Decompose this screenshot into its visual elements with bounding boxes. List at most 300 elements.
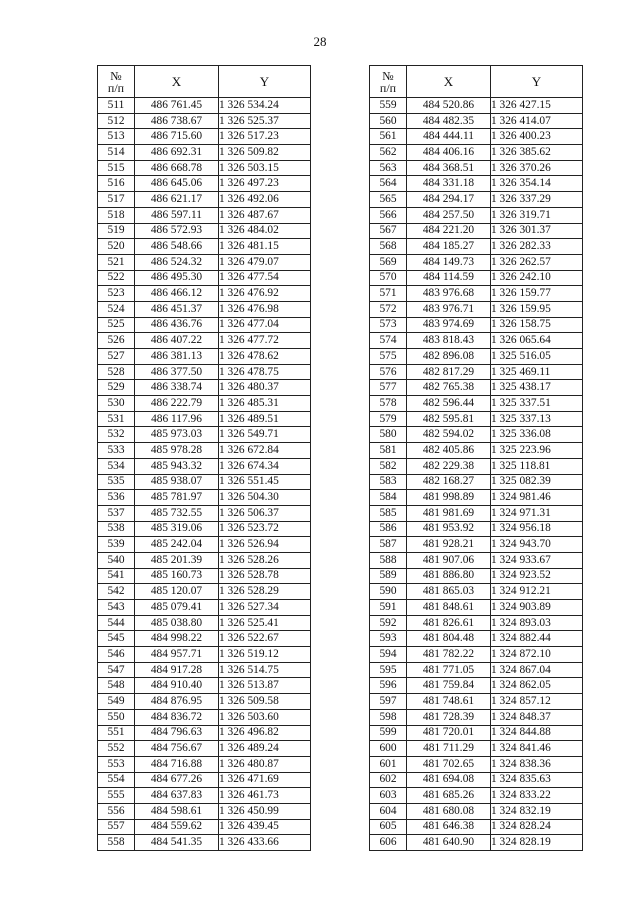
x-coordinate: 486 451.37 bbox=[135, 301, 219, 317]
y-coordinate: 1 324 835.63 bbox=[491, 772, 583, 788]
table-row bbox=[370, 113, 583, 129]
y-coordinate: 1 324 893.03 bbox=[491, 615, 583, 631]
point-number: 586 bbox=[370, 521, 407, 537]
point-number: 533 bbox=[98, 443, 135, 459]
point-number: 566 bbox=[370, 207, 407, 223]
y-coordinate: 1 326 481.15 bbox=[219, 239, 311, 255]
y-coordinate: 1 326 354.14 bbox=[491, 176, 583, 192]
point-number: 560 bbox=[370, 113, 407, 129]
x-coordinate: 482 168.27 bbox=[407, 474, 491, 490]
table-row bbox=[370, 98, 583, 114]
table-row bbox=[370, 286, 583, 302]
point-number: 602 bbox=[370, 772, 407, 788]
x-coordinate: 481 680.08 bbox=[407, 803, 491, 819]
table-row bbox=[370, 709, 583, 725]
x-coordinate: 485 038.80 bbox=[135, 615, 219, 631]
x-coordinate: 484 677.26 bbox=[135, 772, 219, 788]
table-row bbox=[370, 239, 583, 255]
point-number: 594 bbox=[370, 647, 407, 663]
y-coordinate: 1 326 476.98 bbox=[219, 301, 311, 317]
table-row bbox=[98, 584, 311, 600]
point-number: 515 bbox=[98, 160, 135, 176]
header-number-sub: п/п bbox=[379, 80, 397, 95]
table-row bbox=[370, 160, 583, 176]
table-body-left bbox=[98, 98, 311, 851]
x-coordinate: 484 917.28 bbox=[135, 662, 219, 678]
point-number: 572 bbox=[370, 301, 407, 317]
y-coordinate: 1 326 476.92 bbox=[219, 286, 311, 302]
y-coordinate: 1 326 414.07 bbox=[491, 113, 583, 129]
table-row bbox=[370, 505, 583, 521]
table-row bbox=[98, 600, 311, 616]
x-coordinate: 483 818.43 bbox=[407, 333, 491, 349]
table-row bbox=[370, 443, 583, 459]
x-coordinate: 481 998.89 bbox=[407, 490, 491, 506]
point-number: 578 bbox=[370, 396, 407, 412]
table-row bbox=[370, 427, 583, 443]
x-coordinate: 486 668.78 bbox=[135, 160, 219, 176]
x-coordinate: 485 781.97 bbox=[135, 490, 219, 506]
y-coordinate: 1 324 923.52 bbox=[491, 568, 583, 584]
point-number: 600 bbox=[370, 741, 407, 757]
point-number: 580 bbox=[370, 427, 407, 443]
point-number: 583 bbox=[370, 474, 407, 490]
table-header-row bbox=[370, 66, 583, 98]
table-body-right bbox=[370, 98, 583, 851]
point-number: 570 bbox=[370, 270, 407, 286]
y-coordinate: 1 326 672.84 bbox=[219, 443, 311, 459]
x-coordinate: 482 595.81 bbox=[407, 411, 491, 427]
table-row bbox=[98, 521, 311, 537]
header-number-sign: № bbox=[110, 68, 122, 83]
header-number bbox=[98, 66, 135, 98]
y-coordinate: 1 324 971.31 bbox=[491, 505, 583, 521]
table-row bbox=[98, 474, 311, 490]
table-row bbox=[98, 207, 311, 223]
y-coordinate: 1 326 489.51 bbox=[219, 411, 311, 427]
point-number: 605 bbox=[370, 819, 407, 835]
x-coordinate: 486 381.13 bbox=[135, 349, 219, 365]
point-number: 563 bbox=[370, 160, 407, 176]
y-coordinate: 1 326 526.94 bbox=[219, 537, 311, 553]
table-row bbox=[370, 192, 583, 208]
point-number: 593 bbox=[370, 631, 407, 647]
table-row bbox=[98, 709, 311, 725]
point-number: 542 bbox=[98, 584, 135, 600]
y-coordinate: 1 324 828.19 bbox=[491, 835, 583, 851]
table-row bbox=[98, 568, 311, 584]
point-number: 599 bbox=[370, 725, 407, 741]
point-number: 587 bbox=[370, 537, 407, 553]
y-coordinate: 1 326 242.10 bbox=[491, 270, 583, 286]
point-number: 523 bbox=[98, 286, 135, 302]
table-row bbox=[98, 443, 311, 459]
x-coordinate: 481 711.29 bbox=[407, 741, 491, 757]
table-row bbox=[370, 615, 583, 631]
x-coordinate: 484 185.27 bbox=[407, 239, 491, 255]
table-row bbox=[370, 552, 583, 568]
x-coordinate: 485 938.07 bbox=[135, 474, 219, 490]
x-coordinate: 486 715.60 bbox=[135, 129, 219, 145]
table-row bbox=[98, 725, 311, 741]
table-row bbox=[370, 317, 583, 333]
x-coordinate: 486 548.66 bbox=[135, 239, 219, 255]
y-coordinate: 1 326 065.64 bbox=[491, 333, 583, 349]
point-number: 569 bbox=[370, 254, 407, 270]
point-number: 546 bbox=[98, 647, 135, 663]
point-number: 592 bbox=[370, 615, 407, 631]
x-coordinate: 484 541.35 bbox=[135, 835, 219, 851]
table-row bbox=[370, 600, 583, 616]
header-number bbox=[370, 66, 407, 98]
y-coordinate: 1 324 867.04 bbox=[491, 662, 583, 678]
x-coordinate: 486 338.74 bbox=[135, 380, 219, 396]
y-coordinate: 1 326 385.62 bbox=[491, 145, 583, 161]
table-row bbox=[98, 788, 311, 804]
point-number: 604 bbox=[370, 803, 407, 819]
table-row bbox=[370, 725, 583, 741]
table-row bbox=[98, 176, 311, 192]
point-number: 517 bbox=[98, 192, 135, 208]
table-row bbox=[98, 756, 311, 772]
table-row bbox=[98, 113, 311, 129]
x-coordinate: 484 910.40 bbox=[135, 678, 219, 694]
y-coordinate: 1 326 484.02 bbox=[219, 223, 311, 239]
y-coordinate: 1 326 158.75 bbox=[491, 317, 583, 333]
x-coordinate: 481 826.61 bbox=[407, 615, 491, 631]
page-number: 28 bbox=[313, 34, 327, 49]
x-coordinate: 484 716.88 bbox=[135, 756, 219, 772]
x-coordinate: 484 876.95 bbox=[135, 694, 219, 710]
y-coordinate: 1 324 848.37 bbox=[491, 709, 583, 725]
point-number: 601 bbox=[370, 756, 407, 772]
y-coordinate: 1 326 370.26 bbox=[491, 160, 583, 176]
point-number: 534 bbox=[98, 458, 135, 474]
table-row bbox=[98, 98, 311, 114]
y-coordinate: 1 326 159.95 bbox=[491, 301, 583, 317]
point-number: 590 bbox=[370, 584, 407, 600]
y-coordinate: 1 325 337.51 bbox=[491, 396, 583, 412]
table-row bbox=[98, 333, 311, 349]
y-coordinate: 1 326 262.57 bbox=[491, 254, 583, 270]
x-coordinate: 484 149.73 bbox=[407, 254, 491, 270]
point-number: 525 bbox=[98, 317, 135, 333]
x-coordinate: 486 117.96 bbox=[135, 411, 219, 427]
x-coordinate: 482 765.38 bbox=[407, 380, 491, 396]
x-coordinate: 482 817.29 bbox=[407, 364, 491, 380]
point-number: 536 bbox=[98, 490, 135, 506]
x-coordinate: 484 221.20 bbox=[407, 223, 491, 239]
y-coordinate: 1 325 118.81 bbox=[491, 458, 583, 474]
x-coordinate: 482 229.38 bbox=[407, 458, 491, 474]
table-row bbox=[370, 145, 583, 161]
point-number: 597 bbox=[370, 694, 407, 710]
y-coordinate: 1 326 450.99 bbox=[219, 803, 311, 819]
y-coordinate: 1 324 903.89 bbox=[491, 600, 583, 616]
x-coordinate: 484 998.22 bbox=[135, 631, 219, 647]
point-number: 519 bbox=[98, 223, 135, 239]
table-row bbox=[370, 223, 583, 239]
x-coordinate: 485 319.06 bbox=[135, 521, 219, 537]
x-coordinate: 484 294.17 bbox=[407, 192, 491, 208]
y-coordinate: 1 326 674.34 bbox=[219, 458, 311, 474]
y-coordinate: 1 326 477.54 bbox=[219, 270, 311, 286]
y-coordinate: 1 326 506.37 bbox=[219, 505, 311, 521]
y-coordinate: 1 326 525.41 bbox=[219, 615, 311, 631]
table-row bbox=[370, 521, 583, 537]
y-coordinate: 1 324 943.70 bbox=[491, 537, 583, 553]
point-number: 575 bbox=[370, 349, 407, 365]
point-number: 548 bbox=[98, 678, 135, 694]
point-number: 557 bbox=[98, 819, 135, 835]
y-coordinate: 1 326 400.23 bbox=[491, 129, 583, 145]
table-row bbox=[98, 741, 311, 757]
y-coordinate: 1 326 478.75 bbox=[219, 364, 311, 380]
y-coordinate: 1 326 534.24 bbox=[219, 98, 311, 114]
header-x: X bbox=[135, 66, 219, 98]
point-number: 545 bbox=[98, 631, 135, 647]
point-number: 522 bbox=[98, 270, 135, 286]
x-coordinate: 483 974.69 bbox=[407, 317, 491, 333]
y-coordinate: 1 326 439.45 bbox=[219, 819, 311, 835]
point-number: 549 bbox=[98, 694, 135, 710]
x-coordinate: 483 976.71 bbox=[407, 301, 491, 317]
x-coordinate: 485 120.07 bbox=[135, 584, 219, 600]
y-coordinate: 1 326 519.12 bbox=[219, 647, 311, 663]
x-coordinate: 482 596.44 bbox=[407, 396, 491, 412]
point-number: 518 bbox=[98, 207, 135, 223]
x-coordinate: 481 865.03 bbox=[407, 584, 491, 600]
y-coordinate: 1 325 337.13 bbox=[491, 411, 583, 427]
y-coordinate: 1 324 981.46 bbox=[491, 490, 583, 506]
table-row bbox=[98, 505, 311, 521]
y-coordinate: 1 325 438.17 bbox=[491, 380, 583, 396]
y-coordinate: 1 326 504.30 bbox=[219, 490, 311, 506]
y-coordinate: 1 326 528.29 bbox=[219, 584, 311, 600]
point-number: 529 bbox=[98, 380, 135, 396]
x-coordinate: 485 201.39 bbox=[135, 552, 219, 568]
y-coordinate: 1 324 832.19 bbox=[491, 803, 583, 819]
point-number: 527 bbox=[98, 349, 135, 365]
point-number: 553 bbox=[98, 756, 135, 772]
y-coordinate: 1 326 477.04 bbox=[219, 317, 311, 333]
point-number: 581 bbox=[370, 443, 407, 459]
table-row bbox=[370, 380, 583, 396]
x-coordinate: 482 896.08 bbox=[407, 349, 491, 365]
y-coordinate: 1 325 336.08 bbox=[491, 427, 583, 443]
y-coordinate: 1 324 841.46 bbox=[491, 741, 583, 757]
point-number: 562 bbox=[370, 145, 407, 161]
x-coordinate: 481 848.61 bbox=[407, 600, 491, 616]
point-number: 540 bbox=[98, 552, 135, 568]
point-number: 606 bbox=[370, 835, 407, 851]
point-number: 520 bbox=[98, 239, 135, 255]
x-coordinate: 484 368.51 bbox=[407, 160, 491, 176]
y-coordinate: 1 326 549.71 bbox=[219, 427, 311, 443]
y-coordinate: 1 326 319.71 bbox=[491, 207, 583, 223]
y-coordinate: 1 325 516.05 bbox=[491, 349, 583, 365]
point-number: 551 bbox=[98, 725, 135, 741]
x-coordinate: 481 782.22 bbox=[407, 647, 491, 663]
x-coordinate: 486 572.93 bbox=[135, 223, 219, 239]
point-number: 539 bbox=[98, 537, 135, 553]
table-row bbox=[370, 254, 583, 270]
y-coordinate: 1 324 838.36 bbox=[491, 756, 583, 772]
table-row bbox=[370, 803, 583, 819]
coordinates-table-left bbox=[97, 65, 311, 851]
y-coordinate: 1 326 282.33 bbox=[491, 239, 583, 255]
y-coordinate: 1 326 513.87 bbox=[219, 678, 311, 694]
table-row bbox=[370, 741, 583, 757]
header-number-sign: № bbox=[382, 68, 394, 83]
y-coordinate: 1 326 527.34 bbox=[219, 600, 311, 616]
y-coordinate: 1 324 857.12 bbox=[491, 694, 583, 710]
y-coordinate: 1 324 933.67 bbox=[491, 552, 583, 568]
x-coordinate: 481 804.48 bbox=[407, 631, 491, 647]
y-coordinate: 1 326 480.87 bbox=[219, 756, 311, 772]
table-row bbox=[98, 819, 311, 835]
point-number: 514 bbox=[98, 145, 135, 161]
table-row bbox=[370, 788, 583, 804]
x-coordinate: 481 640.90 bbox=[407, 835, 491, 851]
table-row bbox=[98, 678, 311, 694]
table-row bbox=[98, 772, 311, 788]
x-coordinate: 481 685.26 bbox=[407, 788, 491, 804]
point-number: 564 bbox=[370, 176, 407, 192]
point-number: 579 bbox=[370, 411, 407, 427]
y-coordinate: 1 326 523.72 bbox=[219, 521, 311, 537]
table-row bbox=[370, 349, 583, 365]
x-coordinate: 486 645.06 bbox=[135, 176, 219, 192]
y-coordinate: 1 324 912.21 bbox=[491, 584, 583, 600]
x-coordinate: 481 886.80 bbox=[407, 568, 491, 584]
x-coordinate: 484 637.83 bbox=[135, 788, 219, 804]
y-coordinate: 1 326 433.66 bbox=[219, 835, 311, 851]
x-coordinate: 482 405.86 bbox=[407, 443, 491, 459]
x-coordinate: 481 759.84 bbox=[407, 678, 491, 694]
x-coordinate: 481 907.06 bbox=[407, 552, 491, 568]
x-coordinate: 481 646.38 bbox=[407, 819, 491, 835]
y-coordinate: 1 326 480.37 bbox=[219, 380, 311, 396]
point-number: 537 bbox=[98, 505, 135, 521]
y-coordinate: 1 324 956.18 bbox=[491, 521, 583, 537]
x-coordinate: 484 559.62 bbox=[135, 819, 219, 835]
point-number: 576 bbox=[370, 364, 407, 380]
y-coordinate: 1 324 882.44 bbox=[491, 631, 583, 647]
point-number: 588 bbox=[370, 552, 407, 568]
y-coordinate: 1 326 517.23 bbox=[219, 129, 311, 145]
y-coordinate: 1 326 509.82 bbox=[219, 145, 311, 161]
point-number: 516 bbox=[98, 176, 135, 192]
x-coordinate: 484 114.59 bbox=[407, 270, 491, 286]
point-number: 567 bbox=[370, 223, 407, 239]
point-number: 568 bbox=[370, 239, 407, 255]
table-row bbox=[98, 647, 311, 663]
point-number: 584 bbox=[370, 490, 407, 506]
point-number: 598 bbox=[370, 709, 407, 725]
x-coordinate: 481 702.65 bbox=[407, 756, 491, 772]
point-number: 603 bbox=[370, 788, 407, 804]
table-row bbox=[98, 490, 311, 506]
table-row bbox=[98, 192, 311, 208]
table-row bbox=[370, 756, 583, 772]
point-number: 550 bbox=[98, 709, 135, 725]
point-number: 524 bbox=[98, 301, 135, 317]
point-number: 531 bbox=[98, 411, 135, 427]
table-row bbox=[98, 694, 311, 710]
x-coordinate: 481 720.01 bbox=[407, 725, 491, 741]
y-coordinate: 1 326 159.77 bbox=[491, 286, 583, 302]
y-coordinate: 1 326 301.37 bbox=[491, 223, 583, 239]
point-number: 596 bbox=[370, 678, 407, 694]
x-coordinate: 484 331.18 bbox=[407, 176, 491, 192]
table-row bbox=[370, 474, 583, 490]
y-coordinate: 1 326 528.26 bbox=[219, 552, 311, 568]
table-row bbox=[98, 301, 311, 317]
table-row bbox=[370, 537, 583, 553]
y-coordinate: 1 326 514.75 bbox=[219, 662, 311, 678]
table-row bbox=[98, 145, 311, 161]
table-row bbox=[98, 631, 311, 647]
point-number: 544 bbox=[98, 615, 135, 631]
table-row bbox=[98, 349, 311, 365]
header-number-sub: п/п bbox=[107, 80, 125, 95]
point-number: 582 bbox=[370, 458, 407, 474]
x-coordinate: 484 520.86 bbox=[407, 98, 491, 114]
x-coordinate: 486 524.32 bbox=[135, 254, 219, 270]
header-x: X bbox=[407, 66, 491, 98]
x-coordinate: 484 406.16 bbox=[407, 145, 491, 161]
point-number: 573 bbox=[370, 317, 407, 333]
table-row bbox=[370, 819, 583, 835]
table-row bbox=[98, 239, 311, 255]
table-row bbox=[98, 396, 311, 412]
table-row bbox=[370, 631, 583, 647]
point-number: 521 bbox=[98, 254, 135, 270]
point-number: 538 bbox=[98, 521, 135, 537]
x-coordinate: 486 466.12 bbox=[135, 286, 219, 302]
x-coordinate: 482 594.02 bbox=[407, 427, 491, 443]
point-number: 526 bbox=[98, 333, 135, 349]
x-coordinate: 481 694.08 bbox=[407, 772, 491, 788]
x-coordinate: 485 973.03 bbox=[135, 427, 219, 443]
y-coordinate: 1 326 477.72 bbox=[219, 333, 311, 349]
table-row bbox=[98, 223, 311, 239]
point-number: 556 bbox=[98, 803, 135, 819]
y-coordinate: 1 324 872.10 bbox=[491, 647, 583, 663]
point-number: 585 bbox=[370, 505, 407, 521]
x-coordinate: 486 621.17 bbox=[135, 192, 219, 208]
table-row bbox=[370, 662, 583, 678]
point-number: 561 bbox=[370, 129, 407, 145]
table-row bbox=[98, 662, 311, 678]
x-coordinate: 486 495.30 bbox=[135, 270, 219, 286]
table-header-row bbox=[98, 66, 311, 98]
x-coordinate: 481 728.39 bbox=[407, 709, 491, 725]
x-coordinate: 485 160.73 bbox=[135, 568, 219, 584]
table-row bbox=[98, 552, 311, 568]
table-row bbox=[370, 270, 583, 286]
x-coordinate: 484 756.67 bbox=[135, 741, 219, 757]
table-row bbox=[98, 129, 311, 145]
point-number: 535 bbox=[98, 474, 135, 490]
y-coordinate: 1 326 503.60 bbox=[219, 709, 311, 725]
table-row bbox=[370, 396, 583, 412]
point-number: 530 bbox=[98, 396, 135, 412]
coordinates-table-right bbox=[369, 65, 583, 851]
point-number: 552 bbox=[98, 741, 135, 757]
point-number: 559 bbox=[370, 98, 407, 114]
